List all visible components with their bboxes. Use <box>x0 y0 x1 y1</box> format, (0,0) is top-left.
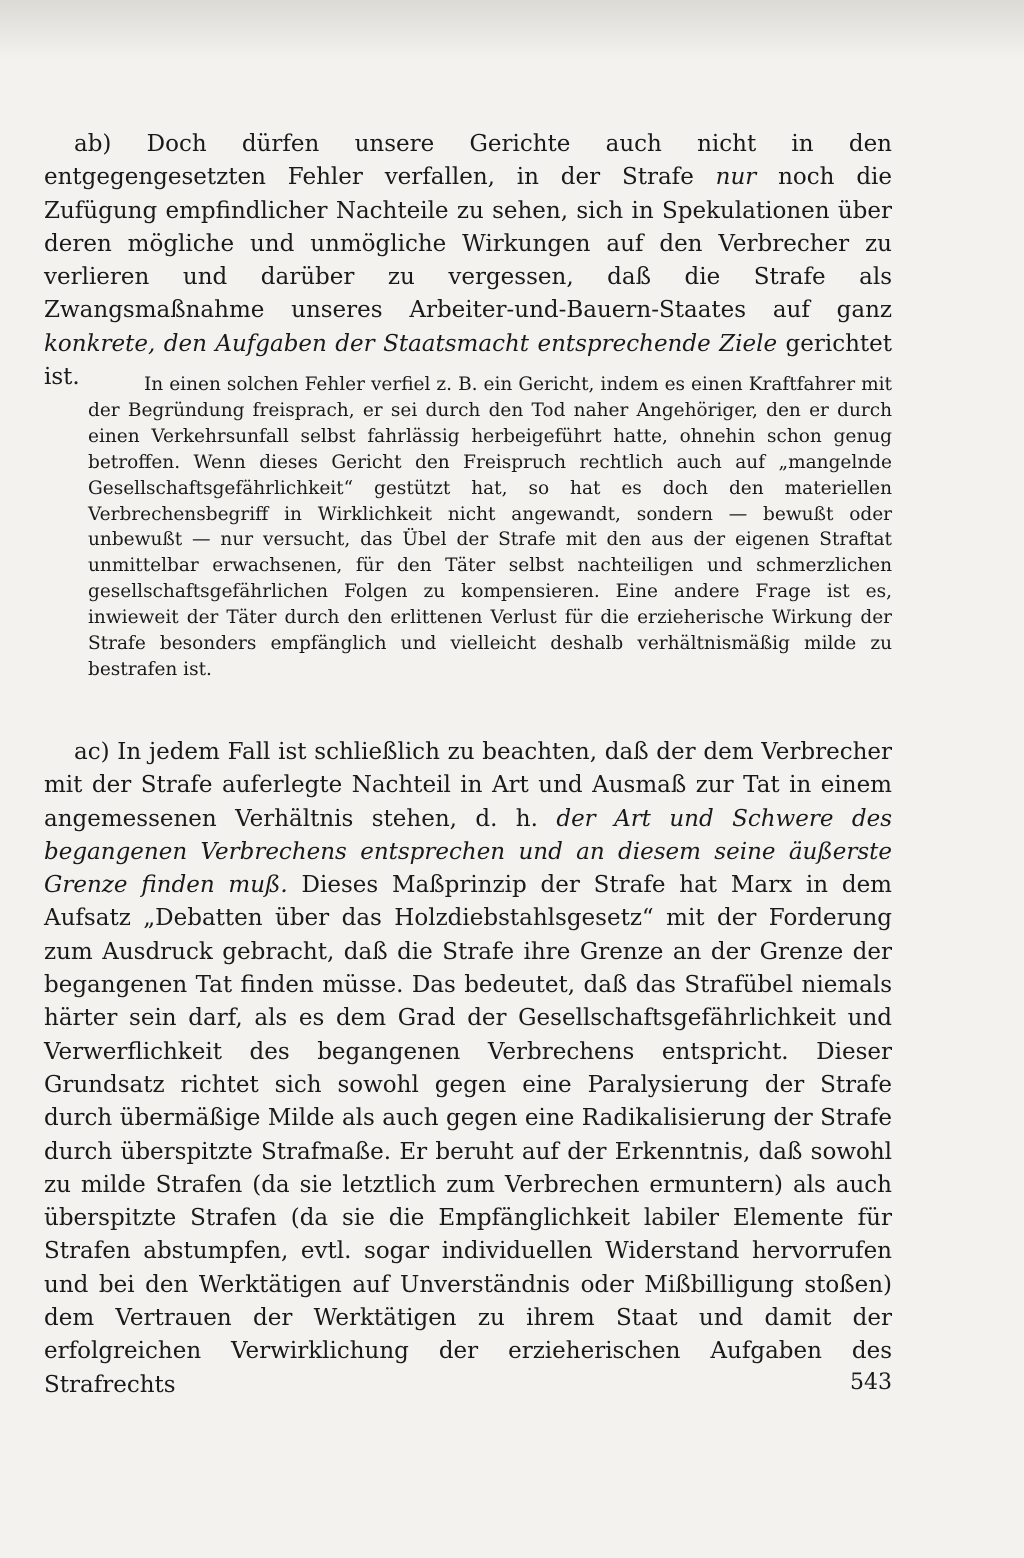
paragraph-ab-text-3: gerichtet ist. <box>44 330 892 391</box>
page-number: 543 <box>850 1370 892 1395</box>
paragraph-ac-text-1: ac) In jedem Fall ist schließlich zu beachten, daß der dem Verbrecher mit der Strafe auferlegte Nachteil in Art und Ausmaß zur Tat in einem angemessenen Verhältnis stehen, d. h. <box>44 739 892 832</box>
paragraph-ab-text-2: noch die Zufügung empfindlicher Nachteile zu sehen, sich in Spekulationen über deren mögliche und unmögliche Wirkungen auf den Verbrecher zu verlieren und darüber zu vergessen, daß die Strafe als Zwangsmaßnahme unseres Arbeiter-und-Bauern-Staates auf ganz <box>44 164 893 324</box>
paragraph-ab-emphasis-1: nur <box>715 164 757 191</box>
paragraph-ac-text-2: Dieses Maßprinzip der Strafe hat Marx in dem Aufsatz „Debatten über das Holzdiebstahlsgesetz“ mit der Forderung zum Ausdruck gebracht, daß die Strafe ihre Grenze an der Grenze der begangenen Tat finden müsse. Das bedeutet, daß das Strafübel niemals härter sein darf, als es dem Grad der Gesellschaftsgefährlichkeit und Verwerflichkeit des begangenen Verbrechens entspricht. Dieser Grundsatz richtet sich sowohl gegen eine Paralysierung der Strafe durch übermäßige Milde als auch gegen eine Radikalisierung der Strafe durch überspitzte Strafmaße. Er beruht auf der Erkenntnis, daß sowohl zu milde Strafen (da sie letztlich zum Verbrechen ermuntern) als auch überspitzte Strafen (da sie die Empfänglichkeit labiler Elemente für Strafen abstumpfen, evtl. sogar individuellen Widerstand hervorrufen und bei den Werktätigen auf Unverständnis oder Mißbilligung stoßen) dem Vertrauen der Werktätigen zu ihrem Staat und damit der erfolgreichen Verwirklichung der erzieherischen Aufgaben des Strafrechts <box>44 872 892 1398</box>
paragraph-ab <box>44 128 892 394</box>
example-note: In einen solchen Fehler verfiel z. B. ein Gericht, indem es einen Kraftfahrer mit der Begründung freisprach, er sei durch den Tod naher Angehöriger, den er durch einen Verkehrsunfall selbst fahrlässig herbeigeführt hatte, ohnehin schon genug betroffen. Wenn dieses Gericht den Freispruch rechtlich auch auf „mangelnde Gesellschaftsgefährlichkeit“ gestützt hat, so hat es doch den materiellen Verbrechensbegriff in Wirklichkeit nicht angewandt, sondern — bewußt oder unbewußt — nur versucht, das Übel der Strafe mit den aus der eigenen Straftat unmittelbar erwachsenen, für den Täter selbst nachteiligen und schmerzlichen gesellschaftsgefährlichen Folgen zu kompensieren. Eine andere Frage ist es, inwieweit der Täter durch den erlittenen Verlust für die erzieherische Wirkung der Strafe besonders empfänglich und vielleicht deshalb verhältnismäßig milde zu bestrafen ist. <box>88 374 892 680</box>
paragraph-ab-text-1: ab) Doch dürfen unsere Gerichte auch nicht in den entgegengesetzten Fehler verfallen, in der Strafe <box>44 131 892 191</box>
paragraph-ac-emphasis: der Art und Schwere des begangenen Verbrechens entsprechen und an diesem seine äußerste Grenze finden muß. <box>44 805 892 899</box>
paragraph-ac <box>44 736 892 1402</box>
paragraph-ab-emphasis-2: konkrete, den Aufgaben der Staatsmacht entsprechende Ziele <box>44 330 778 357</box>
page-top-edge <box>0 0 1024 60</box>
